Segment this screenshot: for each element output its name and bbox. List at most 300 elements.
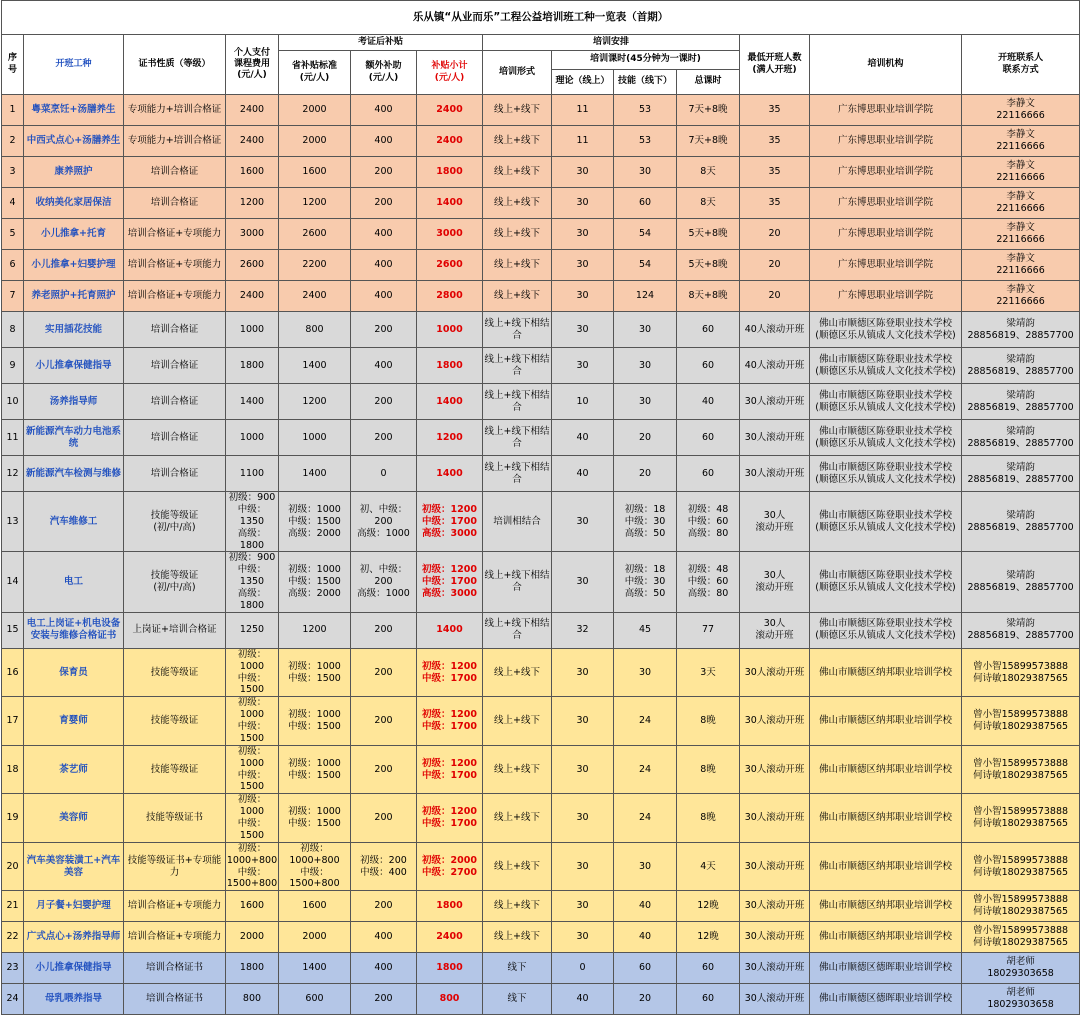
cell-cert: 培训合格证+专项能力 [124, 922, 226, 953]
cell-cert: 培训合格证 [124, 188, 226, 219]
cell-total: 60 [677, 456, 740, 492]
cell-theory: 30 [552, 312, 614, 348]
cell-subtotal: 1000 [417, 312, 483, 348]
cell-total: 8晚 [677, 745, 740, 794]
cell-provincial: 1000 [279, 420, 351, 456]
cell-subtotal: 初级：1200 中级：1700 [417, 745, 483, 794]
cell-org: 佛山市顺德区纳邦职业培训学校 [810, 794, 962, 843]
header-course: 开班工种 [24, 35, 124, 95]
cell-extra: 200 [351, 984, 417, 1015]
cell-org: 佛山市顺德区纳邦职业培训学校 [810, 697, 962, 746]
cell-contact: 梁靖韵 28856819、28857700 [962, 348, 1080, 384]
cell-seq: 16 [2, 648, 24, 697]
cell-seq: 2 [2, 126, 24, 157]
cell-org: 广东博思职业培训学院 [810, 250, 962, 281]
cell-min: 30人滚动开班 [740, 842, 810, 891]
cell-skill: 30 [614, 648, 677, 697]
cell-fee: 2400 [226, 95, 279, 126]
cell-theory: 40 [552, 984, 614, 1015]
cell-total: 4天 [677, 842, 740, 891]
cell-form: 线上+线下 [483, 891, 552, 922]
table-row [2, 492, 1080, 552]
cell-fee: 初级：1000 中级：1500 [226, 648, 279, 697]
table-row [2, 250, 1080, 281]
cell-fee: 2600 [226, 250, 279, 281]
cell-contact: 曾小智15899573888 何诗敏18029387565 [962, 842, 1080, 891]
cell-provincial: 1600 [279, 891, 351, 922]
cell-total: 初级：48 中级：60 高级：80 [677, 492, 740, 552]
cell-theory: 30 [552, 891, 614, 922]
cell-fee: 初级： 1000+800 中级： 1500+800 [226, 842, 278, 890]
table-row [2, 456, 1080, 492]
cell-skill: 30 [614, 842, 677, 891]
table-row [2, 384, 1080, 420]
cell-total: 初级：48 中级：60 高级：80 [677, 552, 740, 612]
cell-seq: 13 [2, 492, 24, 552]
cell-theory: 30 [552, 188, 614, 219]
header-hours-group: 培训课时(45分钟为一课时) [552, 51, 740, 70]
table-title: 乐从镇“从业而乐”工程公益培训班工种一览表（首期） [2, 1, 1080, 35]
cell-contact: 曾小智15899573888 何诗敏18029387565 [962, 891, 1080, 922]
cell-subtotal: 800 [417, 984, 483, 1015]
cell-provincial: 2000 [279, 95, 351, 126]
cell-cert: 技能等级证 [124, 697, 226, 746]
cell-course: 汽车维修工 [24, 492, 124, 552]
cell-fee: 2000 [226, 922, 279, 953]
cell-subtotal: 1400 [417, 456, 483, 492]
cell-cert: 培训合格证+专项能力 [124, 891, 226, 922]
cell-fee: 1800 [226, 348, 279, 384]
cell-org: 广东博思职业培训学院 [810, 157, 962, 188]
cell-course: 汽车美容装潢工+汽车 美容 [24, 842, 124, 891]
cell-min: 30人滚动开班 [740, 794, 810, 843]
cell-provincial: 1200 [279, 384, 351, 420]
header-skill: 技能（线下） [614, 70, 677, 95]
table-row [2, 126, 1080, 157]
cell-skill: 30 [614, 157, 677, 188]
cell-skill: 20 [614, 984, 677, 1015]
cell-total: 40 [677, 384, 740, 420]
cell-subtotal: 初级：1200 中级：1700 高级：3000 [417, 492, 483, 552]
cell-theory: 30 [552, 250, 614, 281]
cell-course: 新能源汽车动力电池系 统 [24, 420, 124, 456]
cell-seq: 21 [2, 891, 24, 922]
header-subsidy-group: 考证后补贴 [279, 35, 483, 51]
cell-org: 佛山市顺德区纳邦职业培训学校 [810, 842, 962, 891]
cell-provincial: 2400 [279, 281, 351, 312]
cell-min: 30人滚动开班 [740, 984, 810, 1015]
cell-extra: 初、中级：200 高级：1000 [351, 552, 417, 612]
cell-form: 线下 [483, 953, 552, 984]
cell-form: 线上+线下相结 合 [483, 384, 552, 420]
cell-provincial: 1200 [279, 188, 351, 219]
cell-extra: 初、中级：200 高级：1000 [351, 492, 417, 552]
cell-skill: 20 [614, 456, 677, 492]
cell-skill: 60 [614, 953, 677, 984]
cell-form: 线上+线下 [483, 648, 552, 697]
cell-theory: 40 [552, 420, 614, 456]
cell-course: 粤菜烹饪+汤膳养生 [24, 95, 124, 126]
cell-subtotal: 1400 [417, 612, 483, 648]
cell-course: 小儿推拿+妇婴护理 [24, 250, 124, 281]
cell-subtotal: 初级：1200 中级：1700 [417, 648, 483, 697]
cell-total: 60 [677, 953, 740, 984]
cell-subtotal: 1200 [417, 420, 483, 456]
cell-extra: 初级：200 中级：400 [351, 842, 417, 891]
cell-org: 广东博思职业培训学院 [810, 188, 962, 219]
cell-min: 30人滚动开班 [740, 953, 810, 984]
cell-total: 60 [677, 348, 740, 384]
cell-org: 佛山市顺德区纳邦职业培训学校 [810, 745, 962, 794]
cell-fee: 初级：1000 中级：1500 [226, 697, 279, 746]
cell-min: 20 [740, 281, 810, 312]
cell-seq: 9 [2, 348, 24, 384]
cell-provincial: 初级：1000+800 中级：1500+800 [279, 842, 351, 891]
cell-subtotal: 2400 [417, 95, 483, 126]
cell-cert: 培训合格证+专项能力 [124, 219, 226, 250]
cell-org: 佛山市顺德区陈登职业技术学校 (顺德区乐从镇成人文化技术学校) [810, 612, 962, 648]
cell-fee: 1250 [226, 612, 279, 648]
cell-cert: 技能等级证书+专项能力 [124, 842, 226, 891]
cell-subtotal: 初级：2000 中级：2700 [417, 842, 483, 891]
cell-skill: 20 [614, 420, 677, 456]
table-row [2, 648, 1080, 697]
cell-total: 77 [677, 612, 740, 648]
cell-subtotal: 1400 [417, 188, 483, 219]
cell-fee: 初级：1000 中级：1500 [226, 794, 279, 843]
cell-fee: 2400 [226, 281, 279, 312]
cell-subtotal: 2800 [417, 281, 483, 312]
table-row [2, 794, 1080, 843]
cell-fee: 2400 [226, 126, 279, 157]
cell-course: 电工 [24, 552, 124, 612]
cell-theory: 30 [552, 492, 614, 552]
cell-course: 汤养指导师 [24, 384, 124, 420]
table-row [2, 95, 1080, 126]
cell-skill: 53 [614, 126, 677, 157]
cell-fee: 800 [226, 984, 279, 1015]
cell-seq: 5 [2, 219, 24, 250]
cell-extra: 400 [351, 95, 417, 126]
cell-total: 5天+8晚 [677, 219, 740, 250]
cell-form: 线上+线下 [483, 922, 552, 953]
cell-cert: 培训合格证 [124, 384, 226, 420]
cell-cert: 专项能力+培训合格证 [124, 126, 226, 157]
header-contact: 开班联系人 联系方式 [962, 35, 1080, 95]
table-row [2, 842, 1080, 891]
cell-fee: 3000 [226, 219, 279, 250]
cell-form: 线上+线下 [483, 842, 552, 891]
cell-min: 30人滚动开班 [740, 922, 810, 953]
cell-org: 佛山市顺德区德晖职业培训学校 [810, 953, 962, 984]
cell-seq: 20 [2, 842, 24, 891]
cell-provincial: 2200 [279, 250, 351, 281]
table-row [2, 984, 1080, 1015]
cell-form: 线上+线下 [483, 126, 552, 157]
cell-org: 广东博思职业培训学院 [810, 95, 962, 126]
cell-min: 35 [740, 188, 810, 219]
cell-subtotal: 1800 [417, 891, 483, 922]
cell-total: 8天 [677, 157, 740, 188]
cell-fee: 1200 [226, 188, 279, 219]
cell-course: 小儿推拿+托育 [24, 219, 124, 250]
cell-fee: 1600 [226, 891, 279, 922]
cell-subtotal: 2400 [417, 126, 483, 157]
cell-total: 12晚 [677, 922, 740, 953]
cell-theory: 40 [552, 456, 614, 492]
cell-total: 8天+8晚 [677, 281, 740, 312]
cell-extra: 400 [351, 348, 417, 384]
cell-theory: 10 [552, 384, 614, 420]
cell-cert: 专项能力+培训合格证 [124, 95, 226, 126]
table-row [2, 891, 1080, 922]
cell-org: 广东博思职业培训学院 [810, 126, 962, 157]
cell-seq: 12 [2, 456, 24, 492]
cell-contact: 梁靖韵 28856819、28857700 [962, 312, 1080, 348]
cell-skill: 40 [614, 891, 677, 922]
cell-course: 育婴师 [24, 697, 124, 746]
cell-contact: 梁靖韵 28856819、28857700 [962, 612, 1080, 648]
cell-cert: 技能等级证 (初/中/高) [124, 492, 226, 552]
header-form: 培训形式 [483, 51, 552, 95]
cell-provincial: 初级：1000 中级：1500 高级：2000 [279, 492, 351, 552]
cell-cert: 技能等级证 [124, 745, 226, 794]
cell-skill: 53 [614, 95, 677, 126]
cell-theory: 11 [552, 95, 614, 126]
table-row [2, 348, 1080, 384]
cell-form: 线上+线下 [483, 281, 552, 312]
header-provincial: 省补贴标准 (元/人) [279, 51, 351, 95]
cell-form: 线上+线下 [483, 697, 552, 746]
cell-course: 中西式点心+汤膳养生 [24, 126, 124, 157]
cell-form: 线上+线下 [483, 157, 552, 188]
cell-provincial: 1400 [279, 348, 351, 384]
header-cert: 证书性质（等级） [124, 35, 226, 95]
cell-provincial: 2000 [279, 922, 351, 953]
cell-provincial: 800 [279, 312, 351, 348]
cell-form: 线上+线下相结 合 [483, 552, 552, 612]
cell-min: 35 [740, 95, 810, 126]
cell-course: 收纳美化家居保洁 [24, 188, 124, 219]
table-row [2, 312, 1080, 348]
cell-cert: 培训合格证 [124, 420, 226, 456]
cell-cert: 培训合格证 [124, 157, 226, 188]
cell-cert: 技能等级证 (初/中/高) [124, 552, 226, 612]
cell-fee: 初级：900 中级：1350 高级：1800 [226, 552, 279, 612]
cell-fee: 1600 [226, 157, 279, 188]
cell-subtotal: 2600 [417, 250, 483, 281]
cell-subtotal: 1800 [417, 157, 483, 188]
cell-seq: 8 [2, 312, 24, 348]
cell-provincial: 600 [279, 984, 351, 1015]
cell-extra: 200 [351, 697, 417, 746]
table-row [2, 745, 1080, 794]
cell-contact: 曾小智15899573888 何诗敏18029387565 [962, 697, 1080, 746]
cell-org: 佛山市顺德区陈登职业技术学校 (顺德区乐从镇成人文化技术学校) [810, 312, 962, 348]
cell-course: 新能源汽车检测与维修 [24, 456, 124, 492]
cell-form: 线上+线下 [483, 219, 552, 250]
cell-course: 电工上岗证+机电设备 安装与维修合格证书 [24, 612, 124, 648]
cell-contact: 李静文 22116666 [962, 250, 1080, 281]
cell-contact: 梁靖韵 28856819、28857700 [962, 456, 1080, 492]
cell-contact: 李静文 22116666 [962, 126, 1080, 157]
cell-contact: 李静文 22116666 [962, 219, 1080, 250]
header-fee: 个人支付 课程费用 (元/人) [226, 35, 279, 95]
cell-subtotal: 1800 [417, 953, 483, 984]
cell-extra: 200 [351, 420, 417, 456]
cell-min: 20 [740, 250, 810, 281]
cell-contact: 梁靖韵 28856819、28857700 [962, 492, 1080, 552]
cell-skill: 24 [614, 745, 677, 794]
cell-org: 佛山市顺德区陈登职业技术学校 (顺德区乐从镇成人文化技术学校) [810, 456, 962, 492]
cell-form: 线上+线下相结 合 [483, 420, 552, 456]
cell-provincial: 初级：1000 中级：1500 高级：2000 [279, 552, 351, 612]
cell-form: 线上+线下 [483, 794, 552, 843]
header-subtotal: 补贴小计 (元/人) [417, 51, 483, 95]
cell-fee: 1800 [226, 953, 279, 984]
cell-course: 广式点心+汤养指导师 [24, 922, 124, 953]
cell-theory: 30 [552, 348, 614, 384]
cell-seq: 4 [2, 188, 24, 219]
cell-total: 8晚 [677, 697, 740, 746]
cell-subtotal: 3000 [417, 219, 483, 250]
cell-contact: 曾小智15899573888 何诗敏18029387565 [962, 745, 1080, 794]
cell-min: 30人 滚动开班 [740, 612, 810, 648]
table-row [2, 157, 1080, 188]
cell-form: 线上+线下 [483, 188, 552, 219]
cell-skill: 30 [614, 348, 677, 384]
cell-theory: 30 [552, 219, 614, 250]
cell-provincial: 初级：1000 中级：1500 [279, 697, 351, 746]
table-row [2, 697, 1080, 746]
cell-cert: 培训合格证 [124, 312, 226, 348]
cell-total: 5天+8晚 [677, 250, 740, 281]
cell-theory: 30 [552, 281, 614, 312]
cell-extra: 200 [351, 745, 417, 794]
cell-skill: 初级：18 中级：30 高级：50 [614, 492, 677, 552]
table-row [2, 922, 1080, 953]
cell-form: 线上+线下相结 合 [483, 456, 552, 492]
header-total: 总课时 [677, 70, 740, 95]
cell-course: 保育员 [24, 648, 124, 697]
cell-theory: 0 [552, 953, 614, 984]
cell-org: 佛山市顺德区陈登职业技术学校 (顺德区乐从镇成人文化技术学校) [810, 348, 962, 384]
cell-provincial: 2600 [279, 219, 351, 250]
cell-form: 线上+线下 [483, 95, 552, 126]
cell-org: 佛山市顺德区陈登职业技术学校 (顺德区乐从镇成人文化技术学校) [810, 420, 962, 456]
cell-course: 月子餐+妇婴护理 [24, 891, 124, 922]
cell-theory: 30 [552, 794, 614, 843]
cell-subtotal: 初级：1200 中级：1700 高级：3000 [417, 552, 483, 612]
cell-extra: 200 [351, 384, 417, 420]
header-training-group: 培训安排 [483, 35, 740, 51]
cell-min: 20 [740, 219, 810, 250]
cell-fee: 1400 [226, 384, 279, 420]
cell-form: 线上+线下 [483, 250, 552, 281]
cell-org: 广东博思职业培训学院 [810, 219, 962, 250]
cell-cert: 培训合格证书 [124, 984, 226, 1015]
cell-fee: 初级：1000 中级：1500 [226, 745, 279, 794]
header-theory: 理论（线上） [552, 70, 614, 95]
cell-extra: 200 [351, 312, 417, 348]
cell-form: 线上+线下相结 合 [483, 348, 552, 384]
header-seq: 序 号 [2, 35, 24, 95]
cell-contact: 李静文 22116666 [962, 157, 1080, 188]
cell-contact: 李静文 22116666 [962, 281, 1080, 312]
cell-fee: 1000 [226, 420, 279, 456]
table-row [2, 188, 1080, 219]
cell-provincial: 初级：1000 中级：1500 [279, 648, 351, 697]
cell-cert: 培训合格证 [124, 348, 226, 384]
cell-seq: 11 [2, 420, 24, 456]
cell-min: 30人 滚动开班 [740, 492, 810, 552]
cell-theory: 30 [552, 745, 614, 794]
cell-skill: 124 [614, 281, 677, 312]
cell-org: 佛山市顺德区纳邦职业培训学校 [810, 891, 962, 922]
cell-extra: 400 [351, 219, 417, 250]
cell-extra: 200 [351, 157, 417, 188]
cell-skill: 24 [614, 697, 677, 746]
cell-extra: 200 [351, 188, 417, 219]
cell-course: 小儿推拿保健指导 [24, 348, 124, 384]
cell-fee: 初级：900 中级：1350 高级：1800 [226, 492, 279, 552]
cell-extra: 400 [351, 281, 417, 312]
cell-skill: 54 [614, 219, 677, 250]
header-min: 最低开班人数 (满人开班) [740, 35, 810, 95]
cell-min: 30人滚动开班 [740, 456, 810, 492]
cell-cert: 培训合格证+专项能力 [124, 250, 226, 281]
cell-course: 实用插花技能 [24, 312, 124, 348]
cell-cert: 培训合格证 [124, 456, 226, 492]
cell-form: 线上+线下相结 合 [483, 312, 552, 348]
table-row [2, 420, 1080, 456]
cell-skill: 40 [614, 922, 677, 953]
cell-org: 佛山市顺德区纳邦职业培训学校 [810, 922, 962, 953]
cell-subtotal: 初级：1200 中级：1700 [417, 697, 483, 746]
cell-skill: 30 [614, 312, 677, 348]
cell-contact: 曾小智15899573888 何诗敏18029387565 [962, 794, 1080, 843]
cell-course: 养老照护+托育照护 [24, 281, 124, 312]
cell-provincial: 1400 [279, 456, 351, 492]
cell-form: 培训相结合 [483, 492, 552, 552]
cell-skill: 24 [614, 794, 677, 843]
cell-provincial: 1600 [279, 157, 351, 188]
cell-total: 8天 [677, 188, 740, 219]
cell-seq: 18 [2, 745, 24, 794]
course-table [1, 0, 1080, 1015]
cell-skill: 60 [614, 188, 677, 219]
cell-contact: 李静文 22116666 [962, 188, 1080, 219]
cell-subtotal: 1800 [417, 348, 483, 384]
cell-fee: 1100 [226, 456, 279, 492]
cell-total: 60 [677, 312, 740, 348]
cell-min: 30人 滚动开班 [740, 552, 810, 612]
cell-seq: 6 [2, 250, 24, 281]
cell-org: 佛山市顺德区陈登职业技术学校 (顺德区乐从镇成人文化技术学校) [810, 492, 962, 552]
cell-total: 12晚 [677, 891, 740, 922]
cell-provincial: 2000 [279, 126, 351, 157]
cell-contact: 梁靖韵 28856819、28857700 [962, 552, 1080, 612]
cell-contact: 梁靖韵 28856819、28857700 [962, 384, 1080, 420]
cell-seq: 22 [2, 922, 24, 953]
cell-provincial: 初级：1000 中级：1500 [279, 745, 351, 794]
cell-seq: 3 [2, 157, 24, 188]
cell-min: 35 [740, 126, 810, 157]
cell-contact: 李静文 22116666 [962, 95, 1080, 126]
cell-total: 7天+8晚 [677, 126, 740, 157]
cell-skill: 30 [614, 384, 677, 420]
cell-extra: 200 [351, 891, 417, 922]
